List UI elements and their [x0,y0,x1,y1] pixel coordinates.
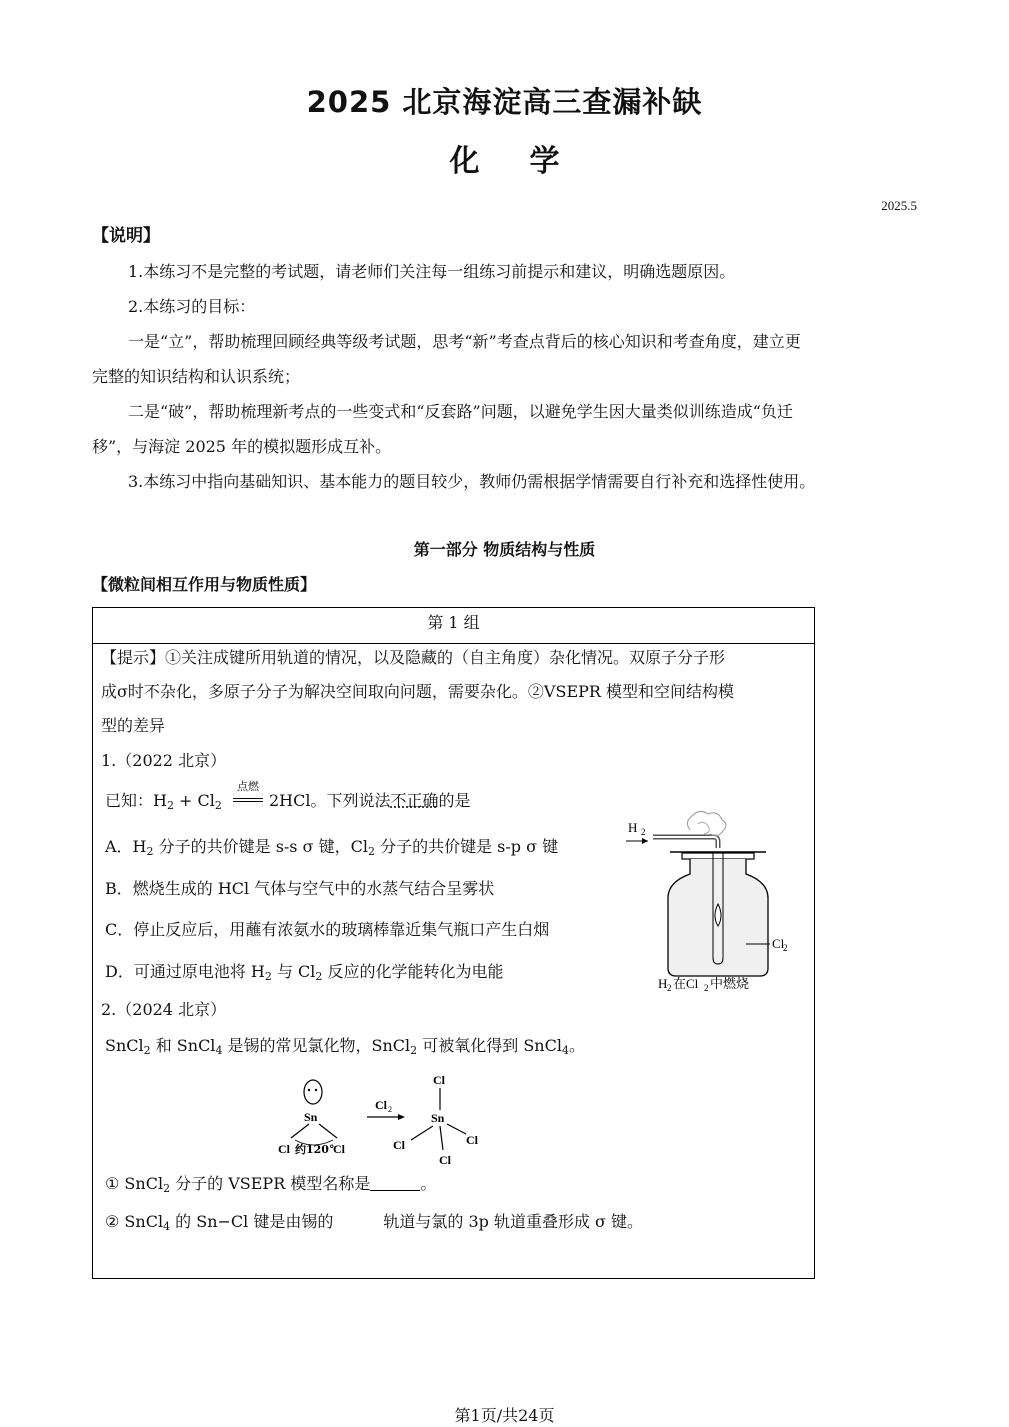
part-title: 第一部分 物质结构与性质 [413,540,596,559]
svg-text:在Cl: 在Cl [673,976,699,991]
page-number: 第1页/共24页 [454,1406,555,1425]
svg-text:2: 2 [388,1105,392,1114]
notes-item-1: 1.本练习不是完整的考试题，请老师们关注每一组练习前提示和建议，明确选题原因。 [128,262,736,281]
q1-option-b: B．燃烧生成的 HCl 气体与空气中的水蒸气结合呈雾状 [105,879,495,898]
document-title: 2025 北京海淀高三查漏补缺 [306,85,703,119]
q1-number: 1.（2022 北京） [101,751,227,770]
document-date: 2025.5 [881,198,917,213]
subject-title: 化学 [449,144,610,179]
svg-text:Cl: Cl [333,1142,345,1156]
hint-line-2: 成σ时不杂化，多原子分子为解决空间取向问题，需要杂化。②VSEPR 模型和空间结构模 [101,682,735,701]
question-group-box [92,607,815,1279]
group-label: 第 1 组 [93,608,814,644]
bond-angle-label: 约120° [295,1143,335,1156]
sncl2-sn-label: Sn [304,1110,318,1124]
notes-goal-1-line-2: 完整的知识结构和认识系统； [92,367,301,386]
q2-sub-question-1: ① SnCl$_2$ 分子的 VSEPR 模型名称是 。 [105,1174,437,1195]
q2-stem: SnCl$_2$ 和 SnCl$_4$ 是锡的常见氯化物，SnCl$_2$ 可被氧化得到 SnCl$_4$。 [105,1036,585,1057]
svg-text:Cl: Cl [433,1073,445,1087]
q1-stem: 已知：$H_2 + Cl_2$ 点燃 2HCl。下列说法不正确的是 [105,790,471,817]
svg-text:中燃烧: 中燃烧 [710,976,750,991]
cl2-label: Cl [772,936,785,951]
q1-option-d: D．可通过原电池将 $H_2$ 与 $Cl_2$ 反应的化学能转化为电能 [105,962,504,983]
reaction-condition: 点燃 [237,780,259,793]
notes-goal-2-line-1: 二是“破”，帮助梳理新考点的一些变式和“反套路”问题，以避免学生因大量类似训练造成“负迁 [128,402,793,421]
sncl4-sn-label: Sn [431,1111,445,1125]
notes-heading: 【说明】 [92,226,160,246]
q2-number: 2.（2024 北京） [101,1000,227,1019]
svg-text:2: 2 [667,983,672,993]
notes-item-3: 3.本练习中指向基础知识、基本能力的题目较少，教师仍需根据学情需要自行补充和选择性使用。 [128,472,816,491]
notes-goal-2-line-2: 移”，与海淀 2025 年的模拟题形成互补。 [92,437,392,456]
figure-caption: H [658,976,668,991]
q1-option-a: A．$H_2$ 分子的共价键是 s-s σ 键，$Cl_2$ 分子的共价键是 s-p σ 键 [105,837,559,858]
svg-text:2: 2 [783,943,788,953]
hint-line-3: 型的差异 [101,716,166,735]
svg-text:Cl: Cl [466,1133,478,1147]
answer-blank-1[interactable] [370,1176,420,1191]
q1-option-c: C．停止反应后，用蘸有浓氨水的玻璃棒靠近集气瓶口产生白烟 [105,920,550,939]
section-title: 【微粒间相互作用与物质性质】 [92,575,317,594]
h2-burning-figure [618,808,808,993]
svg-text:Cl: Cl [393,1138,405,1152]
hint-line-1: 【提示】①关注成键所用轨道的情况，以及隐藏的（自主角度）杂化情况。双原子分子形 [101,648,726,667]
svg-text:2: 2 [641,827,646,837]
svg-text:2: 2 [704,983,709,993]
reagent-label: Cl [375,1098,387,1112]
svg-text:Cl: Cl [278,1142,290,1156]
sncl-structure-figure [263,1064,503,1164]
notes-goal-1-line-1: 一是“立”，帮助梳理回顾经典等级考试题，思考“新”考查点背后的核心知识和考查角度，建立更 [128,332,801,351]
q2-sub-question-2: ② SnCl$_4$ 的 Sn−Cl 键是由锡的 轨道与氯的 3p 轨道重叠形成 σ 键。 [105,1212,644,1233]
svg-text:Cl: Cl [439,1153,451,1164]
h2-label: H [628,820,638,835]
notes-item-2: 2.本练习的目标： [128,297,256,316]
